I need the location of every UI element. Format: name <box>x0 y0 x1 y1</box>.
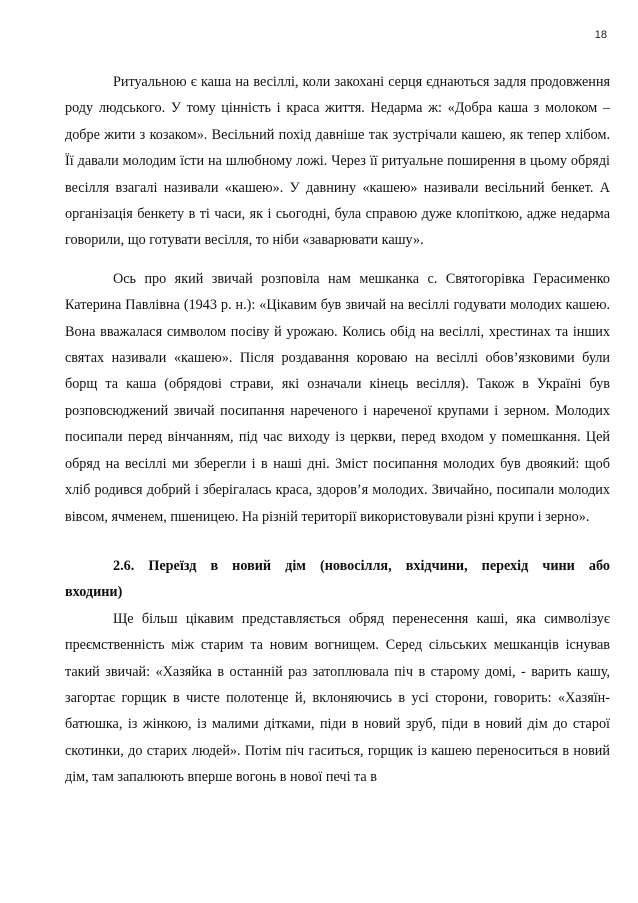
page-number: 18 <box>594 29 607 41</box>
paragraph-wedding-porridge: Ритуальною є каша на весіллі, коли закохані серця єднаються задля продовження роду людського. У тому цінність і краса життя. Недарма ж: «Добра каша з молоком – добре жити з козаком». Весільний похід давніше так зустрічали кашею, як тепер хлібом. Її давали молодим їсти на шлюбному ложі. Через її ритуальне поширення в цьому обряді весілля взагалі називали «кашею». У давнину «кашею» називали весільний бенкет. А організація бенкету в ті часи, як і сьогодні, була справою дуже клопіткою, адже недарма говорили, що готувати весілля, то ніби «заварювати кашу». <box>65 74 610 249</box>
section-heading: 2.6. Переїзд в новий дім (новосілля, вхідчини, перехід чини або входини) <box>65 557 610 601</box>
paragraph-housewarming: Ще більш цікавим представляється обряд перенесення каші, яка символізує преємственність між старим та новим вогнищем. Серед сільських мешканців існував такий звичай: «Хазяйка в останній раз затоплювала піч в старому домі, - варить кашу, загортає горщик в чисте полотенце й, вклоняючись в усі сторони, говорить: «Хазяїн-батюшка, із жінкою, із малими дітками, піди в новий зруб, піди в новий дім до старої скотинки, до старих людей». Потім піч гаситься, горщик із кашею переноситься в новий дім, там запалюють вперше вогонь в нової печі та в <box>65 610 610 786</box>
paragraph-informant-story: Ось про який звичай розповіла нам мешканка с. Святогорівка Герасименко Катерина Павлівна (1943 р. н.): «Цікавим був звичай на весіллі годувати молодих кашею. Вона вважалася символом посіву й урожаю. Колись обід на весіллі, хрестинах та інших святах називали «кашею». Після роздавання короваю на весіллі обов’язковими були борщ та каша (обрядові страви, які означали кінець весілля). Також в Україні був розповсюджений звичай посипання нареченого і нареченої крупами і зерном. Молодих посипали перед вінчанням, під час виходу із церкви, перед входом у помешкання. Цей обряд на весіллі ми зберегли і в наші дні. Зміст посипання молодих був двоякий: щоб хліб родився добрий і зберігалась краса, здоров’я молодих. Звичайно, посипали молодих вівсом, ячменем, пшеницею. На різній території використовували різні крупи і зерно». <box>65 270 610 525</box>
page-content <box>65 69 610 803</box>
